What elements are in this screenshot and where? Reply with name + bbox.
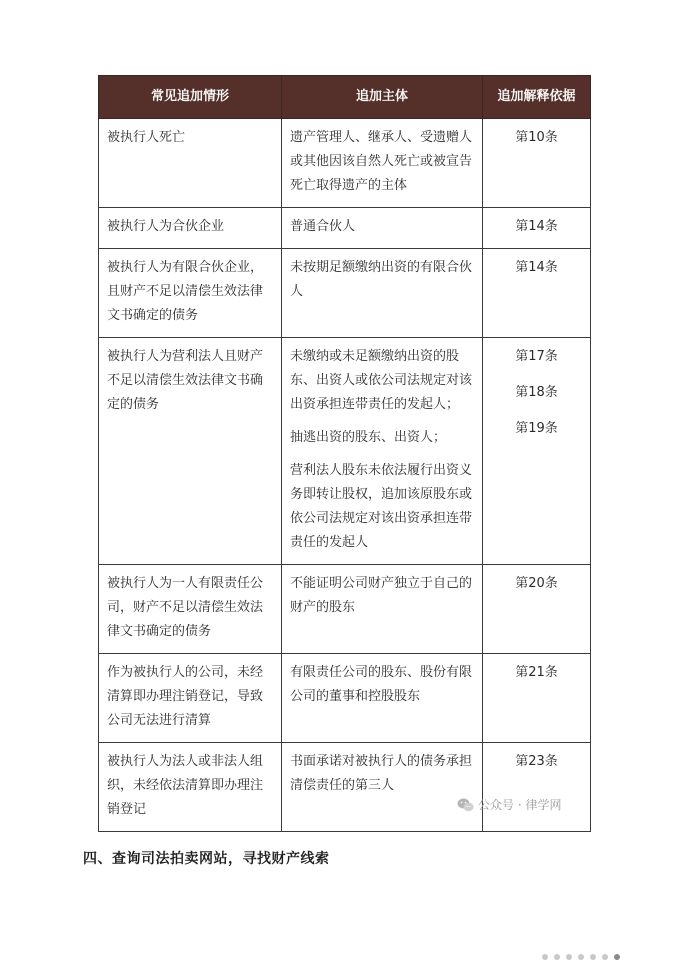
header-subject: 追加主体: [282, 76, 483, 119]
table-header-row: [99, 76, 591, 119]
situation-cell: 被执行人为法人或非法人组织，未经依法清算即办理注销登记: [99, 743, 282, 832]
subject-text: 未按期足额缴纳出资的有限合伙人: [290, 260, 473, 299]
article-ref: 第14条: [515, 219, 558, 234]
subject-text: 抽逃出资的股东、出资人；: [290, 430, 447, 445]
article-cell: [483, 743, 591, 832]
watermark: [457, 796, 561, 813]
subject-text: 遗产管理人、继承人、受遗赠人或其他因该自然人死亡或被宣告死亡取得遗产的主体: [290, 130, 473, 193]
table-row: [99, 208, 591, 249]
subject-text: 不能证明公司财产独立于自己的财产的股东: [290, 576, 473, 615]
table-row: [99, 338, 591, 565]
header-situation: 常见追加情形: [99, 76, 282, 119]
subject-cell: [282, 208, 483, 249]
article-cell: [483, 208, 591, 249]
header-basis: 追加解释依据: [483, 76, 591, 119]
page-dot[interactable]: [578, 954, 584, 960]
subject-cell: [282, 119, 483, 208]
subject-text: 有限责任公司的股东、股份有限公司的董事和控股股东: [290, 665, 473, 704]
page-dot[interactable]: [542, 954, 548, 960]
subject-cell: [282, 654, 483, 743]
article-ref: 第19条: [515, 421, 558, 436]
article-cell: [483, 654, 591, 743]
article-ref: 第20条: [515, 576, 558, 591]
situation-cell: 作为被执行人的公司，未经清算即办理注销登记，导致公司无法进行清算: [99, 654, 282, 743]
article-ref: 第17条: [515, 349, 558, 364]
article-ref: 第14条: [515, 260, 558, 275]
article-ref: 第18条: [515, 385, 558, 400]
subject-text: 未缴纳或未足额缴纳出资的股东、出资人或依公司法规定对该出资承担连带责任的发起人；: [290, 349, 473, 412]
article-ref: 第10条: [515, 130, 558, 145]
page-dot[interactable]: [602, 954, 608, 960]
table-body: [99, 119, 591, 832]
subject-cell: [282, 338, 483, 565]
table-row: [99, 119, 591, 208]
subject-text: 普通合伙人: [290, 219, 356, 234]
subject-cell: [282, 565, 483, 654]
article-cell: [483, 338, 591, 565]
enforcement-table: [98, 75, 591, 832]
subject-text: 营利法人股东未依法履行出资义务即转让股权，追加该原股东或依公司法规定对该出资承担连带责任的发起人: [290, 463, 473, 550]
section-heading: 四、查询司法拍卖网站，寻找财产线索: [83, 851, 330, 867]
table-row: [99, 654, 591, 743]
table-row: [99, 743, 591, 832]
article-cell: [483, 249, 591, 338]
subject-cell: [282, 249, 483, 338]
watermark-text: 公众号 · 律学网: [478, 798, 562, 812]
article-cell: [483, 565, 591, 654]
page-dot[interactable]: [590, 954, 596, 960]
page-indicator: [542, 954, 620, 960]
situation-cell: 被执行人为营利法人且财产不足以清偿生效法律文书确定的债务: [99, 338, 282, 565]
table-row: [99, 249, 591, 338]
article-ref: 第21条: [515, 665, 558, 680]
article-ref: 第23条: [515, 754, 558, 769]
wechat-icon: [457, 798, 474, 812]
situation-cell: 被执行人为一人有限责任公司，财产不足以清偿生效法律文书确定的债务: [99, 565, 282, 654]
subject-text: 书面承诺对被执行人的债务承担清偿责任的第三人: [290, 754, 473, 793]
situation-cell: 被执行人为有限合伙企业，且财产不足以清偿生效法律文书确定的债务: [99, 249, 282, 338]
page-dot[interactable]: [566, 954, 572, 960]
page-dot[interactable]: [554, 954, 560, 960]
situation-cell: 被执行人为合伙企业: [99, 208, 282, 249]
article-cell: [483, 119, 591, 208]
subject-cell: [282, 743, 483, 832]
situation-cell: 被执行人死亡: [99, 119, 282, 208]
table-row: [99, 565, 591, 654]
page-dot[interactable]: [614, 954, 620, 960]
